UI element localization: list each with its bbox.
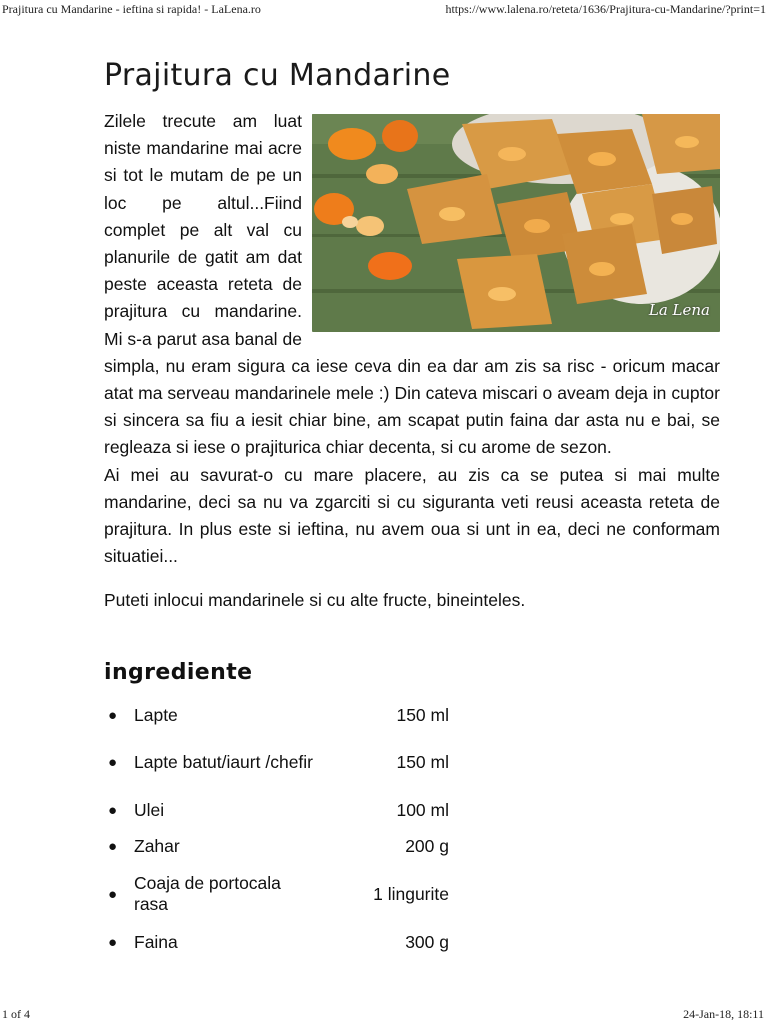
article-body [104, 108, 720, 615]
print-header-page-title: Prajitura cu Mandarine - ieftina si rapida! - LaLena.ro [2, 2, 261, 16]
bullet-icon: ● [108, 753, 118, 771]
ingredient-quantity: 200 g [405, 835, 449, 856]
ingredient-quantity: 150 ml [396, 704, 449, 725]
ingredient-item [108, 924, 453, 960]
ingredients-heading: ingrediente [104, 660, 253, 685]
bullet-icon: ● [108, 885, 118, 903]
intro-paragraph: Zilele trecute am luat niste mandarine mai acre si tot le mutam de pe un loc pe altul...Fiind complet pe alt val cu planurile de gatit am dat peste aceasta reteta de prajitura cu mandarine. Mi s-a parut asa banal de simpla, nu eram sigura ca iese ceva din ea dar am zis sa risc - oricum macar atat ma serveau mandarinele mele :) Din cateva miscari o aveam deja in cuptor si sincera sa fiu a iesit chiar bine, am scapat putin faina dar asta nu e bai, se regleaza si iese o prajiturica chiar decenta, si cu arome de sezon. [104, 111, 720, 458]
ingredient-quantity: 150 ml [396, 751, 449, 772]
second-paragraph: Ai mei au savurat-o cu mare placere, au zis ca se putea si mai multe mandarine, deci sa nu va zgarciti si cu siguranta veti reusi aceasta reteta de prajitura. In plus este si ieftina, nu avem oua si unt in ea, deci ne conformam situatiei... [104, 464, 720, 567]
ingredient-quantity: 1 lingurite [373, 883, 449, 904]
ingredient-item [108, 792, 453, 828]
print-footer [0, 1004, 768, 1024]
ingredient-item [108, 864, 453, 924]
print-timestamp: 24-Jan-18, 18:11 [683, 1007, 764, 1021]
ingredient-quantity: 300 g [405, 931, 449, 952]
page-counter: 1 of 4 [2, 1007, 30, 1021]
ingredient-name: Ulei [134, 799, 165, 820]
ingredient-item [108, 698, 453, 732]
bullet-icon: ● [108, 837, 118, 855]
bullet-icon: ● [108, 706, 118, 724]
page-title: Prajitura cu Mandarine [104, 58, 451, 93]
ingredient-name: Zahar [134, 835, 180, 856]
ingredient-item [108, 828, 453, 864]
recipe-photo [312, 114, 720, 332]
ingredient-item [108, 732, 453, 792]
ingredient-quantity: 100 ml [396, 799, 449, 820]
print-header [0, 0, 768, 20]
print-header-url: https://www.lalena.ro/reteta/1636/Prajitura-cu-Mandarine/?print=1 [445, 2, 766, 16]
ingredient-name: Coaja de portocala rasa [134, 873, 281, 914]
ingredient-name: Faina [134, 931, 178, 952]
photo-watermark: La Lena [648, 300, 710, 319]
ingredient-name: Lapte [134, 704, 178, 725]
ingredient-name: Lapte batut/iaurt /chefir [134, 751, 313, 772]
bullet-icon: ● [108, 933, 118, 951]
bullet-icon: ● [108, 801, 118, 819]
third-paragraph: Puteti inlocui mandarinele si cu alte fructe, bineinteles. [104, 590, 526, 611]
ingredient-list [108, 698, 453, 960]
